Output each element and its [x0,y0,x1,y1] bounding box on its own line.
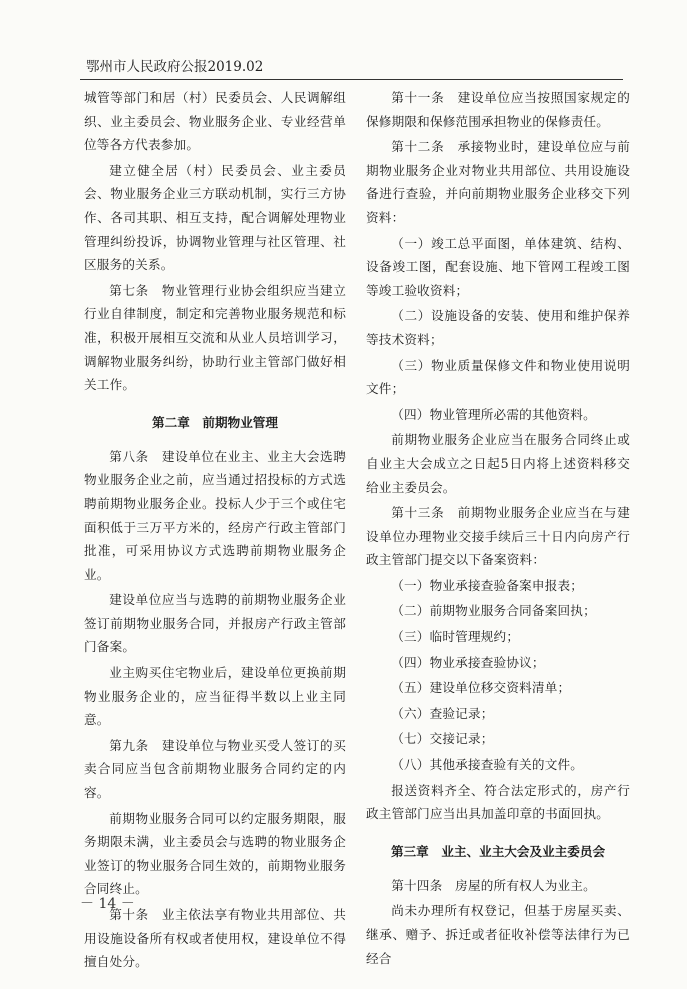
article-8: 第八条 建设单位在业主、业主大会选聘物业服务企业之前，应当通过招投标的方式选聘前期物业服务企业。投标人少于三个或住宅面积低于三万平方米的，经房产行政主管部门批准，可采用协议方式选聘前期物业服务企业。 [84,448,346,582]
article-10: 第十条 业主依法享有物业共用部位、共用设施设备所有权或者使用权，建设单位不得擅自处分。 [84,907,346,970]
page-header-title: 鄂州市人民政府公报2019.02 [86,59,264,75]
article-12: 第十二条 承接物业时，建设单位应与前期物业服务企业对物业共用部位、共用设施设备进行查验，并向前期物业服务企业移交下列资料： [366,139,630,225]
list-item: （一）竣工总平面图，单体建筑、结构、设备竣工图，配套设施、地下管网工程竣工图等竣工验收资料； [366,235,630,298]
right-column [366,86,630,970]
paragraph: 前期物业服务合同可以约定服务期限，服务期限未满，业主委员会与选聘的物业服务企业签订的物业服务合同生效的，前期物业服务合同终止。 [84,810,346,897]
list-item: （三）临时管理规约； [391,629,520,645]
paragraph: 前期物业服务企业应当在服务合同终止或自业主大会成立之日起5日内将上述资料移交给业主委员会。 [366,432,630,495]
list-item: （七）交接记录； [391,731,494,747]
list-item: （五）建设单位移交资料清单； [391,680,571,696]
left-column [84,86,346,974]
paragraph: 城管等部门和居（村）民委员会、人民调解组织、业主委员会、物业服务企业、专业经营单位等各方代表参加。 [84,90,346,153]
paragraph: 业主购买住宅物业后，建设单位更换前期物业服务企业的，应当征得半数以上业主同意。 [84,665,346,728]
chapter-3-heading: 第三章 业主、业主大会及业主委员会 [390,843,606,859]
paragraph: 报送资料齐全、符合法定形式的，房产行政主管部门应当出具加盖印章的书面回执。 [366,782,630,822]
article-14: 第十四条 房屋的所有权人为业主。 [391,877,596,893]
list-item: （四）物业承接查验协议； [391,654,545,670]
list-item: （八）其他承接查验有关的文件。 [391,757,584,773]
list-item: （三）物业质量保修文件和物业使用说明文件； [366,357,630,397]
paragraph: 尚未办理所有权登记，但基于房屋买卖、继承、赠予、拆迁或者征收补偿等法律行为已经合 [366,903,630,966]
article-9: 第九条 建设单位与物业买受人签订的买卖合同应当包含前期物业服务合同约定的内容。 [84,737,346,801]
list-item: （四）物业管理所必需的其他资料。 [391,406,596,422]
paragraph: 建立健全居（村）民委员会、业主委员会、物业服务企业三方联动机制，实行三方协作、各司其职、相互支持，配合调解处理物业管理纠纷投诉，协调物业管理与社区管理、社区服务的关系。 [84,162,346,273]
header-divider [80,79,623,80]
article-13: 第十三条 前期物业服务企业应当在与建设单位办理物业交接手续后三十日内向房产行政主管部门提交以下备案资料： [366,505,630,568]
article-7: 第七条 物业管理行业协会组织应当建立行业自律制度，制定和完善物业服务规范和标准，积极开展相互交流和从业人员培训学习，调解物业服务纠纷，协助行业主管部门做好相关工作。 [84,282,346,393]
list-item: （一）物业承接查验备案申报表； [391,577,584,593]
paragraph: 建设单位应当与选聘的前期物业服务企业签订前期物业服务合同，并报房产行政主管部门备案。 [84,592,346,655]
page-number: － 14 － [80,896,135,912]
list-item: （六）查验记录； [391,705,494,721]
list-item: （二）设施设备的安装、使用和维护保养等技术资料； [366,308,630,347]
chapter-2-heading: 第二章 前期物业管理 [152,414,278,430]
article-11: 第十一条 建设单位应当按照国家规定的保修期限和保修范围承担物业的保修责任。 [366,90,630,129]
list-item: （二）前期物业服务合同备案回执； [391,603,596,619]
